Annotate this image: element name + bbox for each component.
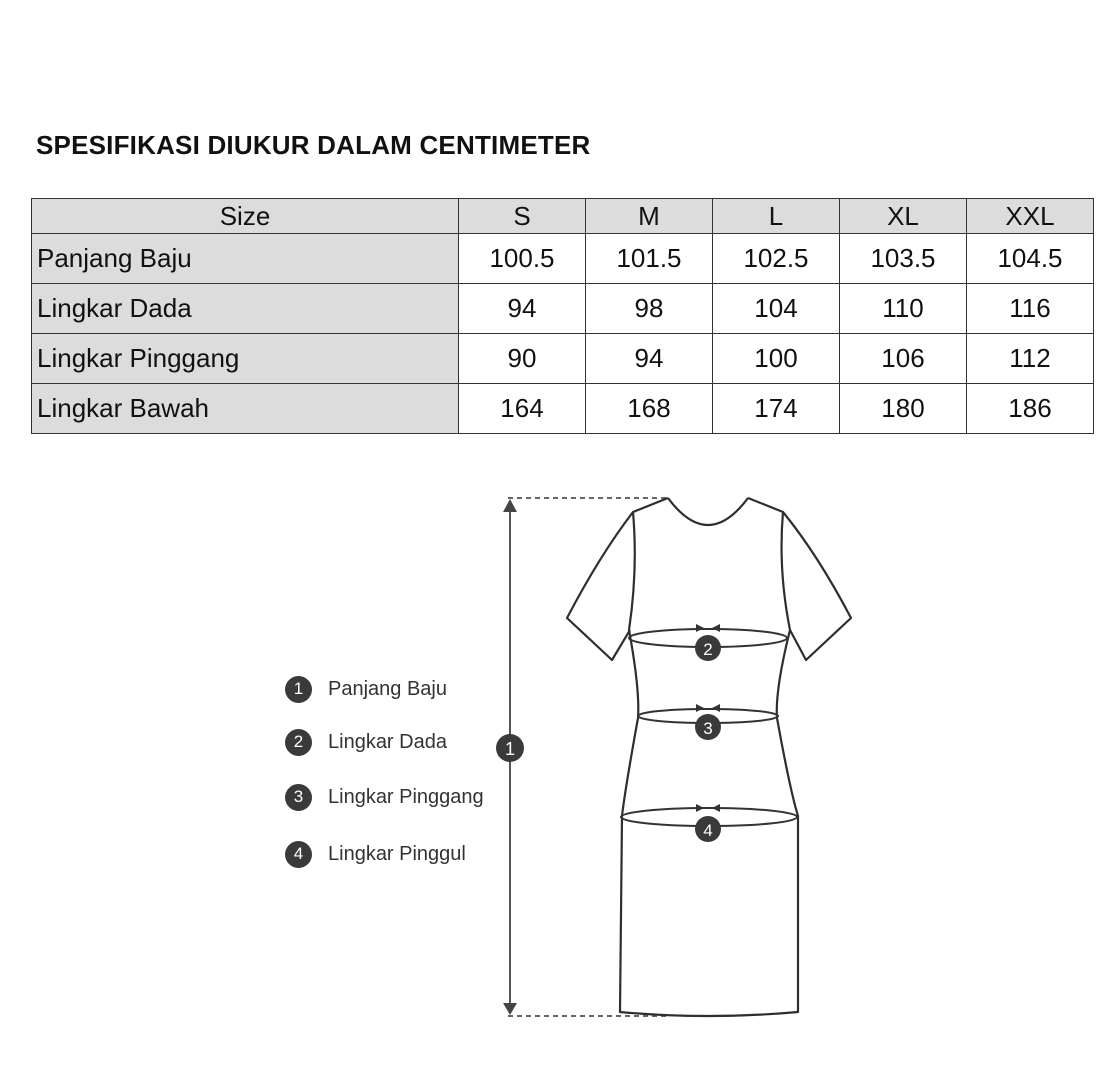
length-measure bbox=[503, 498, 668, 1016]
svg-text:3: 3 bbox=[703, 719, 713, 738]
header-size-xl: XL bbox=[840, 199, 967, 234]
number-badge-icon: 2 bbox=[285, 729, 312, 756]
legend-label: Lingkar Dada bbox=[328, 730, 447, 753]
table-cell: 174 bbox=[713, 384, 840, 434]
svg-text:4: 4 bbox=[703, 821, 713, 840]
marker-3-icon bbox=[695, 714, 721, 740]
legend-label: Lingkar Pinggang bbox=[328, 785, 484, 808]
number-badge-icon: 3 bbox=[285, 784, 312, 811]
header-size-l: L bbox=[713, 199, 840, 234]
row-label: Panjang Baju bbox=[32, 234, 459, 284]
table-cell: 103.5 bbox=[840, 234, 967, 284]
table-cell: 168 bbox=[586, 384, 713, 434]
table-cell: 102.5 bbox=[713, 234, 840, 284]
header-size-xxl: XXL bbox=[967, 199, 1094, 234]
marker-4-icon bbox=[695, 816, 721, 842]
row-label: Lingkar Pinggang bbox=[32, 334, 459, 384]
row-label: Lingkar Dada bbox=[32, 284, 459, 334]
table-cell: 104.5 bbox=[967, 234, 1094, 284]
table-cell: 110 bbox=[840, 284, 967, 334]
dress-outline bbox=[567, 498, 851, 1016]
number-badge-icon: 1 bbox=[285, 676, 312, 703]
table-cell: 186 bbox=[967, 384, 1094, 434]
table-cell: 112 bbox=[967, 334, 1094, 384]
svg-text:2: 2 bbox=[703, 640, 713, 659]
marker-2-icon bbox=[695, 635, 721, 661]
table-cell: 106 bbox=[840, 334, 967, 384]
header-size-s: S bbox=[459, 199, 586, 234]
svg-text:1: 1 bbox=[504, 739, 516, 759]
table-cell: 180 bbox=[840, 384, 967, 434]
header-size-label: Size bbox=[32, 199, 459, 234]
table-cell: 101.5 bbox=[586, 234, 713, 284]
table-cell: 164 bbox=[459, 384, 586, 434]
number-badge-icon: 4 bbox=[285, 841, 312, 868]
marker-1-icon bbox=[496, 734, 524, 762]
table-cell: 98 bbox=[586, 284, 713, 334]
legend-label: Lingkar Pinggul bbox=[328, 842, 466, 865]
table-cell: 94 bbox=[586, 334, 713, 384]
table-cell: 104 bbox=[713, 284, 840, 334]
legend-label: Panjang Baju bbox=[328, 677, 447, 700]
table-cell: 94 bbox=[459, 284, 586, 334]
table-cell: 116 bbox=[967, 284, 1094, 334]
table-cell: 90 bbox=[459, 334, 586, 384]
table-cell: 100 bbox=[713, 334, 840, 384]
table-cell: 100.5 bbox=[459, 234, 586, 284]
row-label: Lingkar Bawah bbox=[32, 384, 459, 434]
header-size-m: M bbox=[586, 199, 713, 234]
page-title: SPESIFIKASI DIUKUR DALAM CENTIMETER bbox=[36, 130, 591, 160]
